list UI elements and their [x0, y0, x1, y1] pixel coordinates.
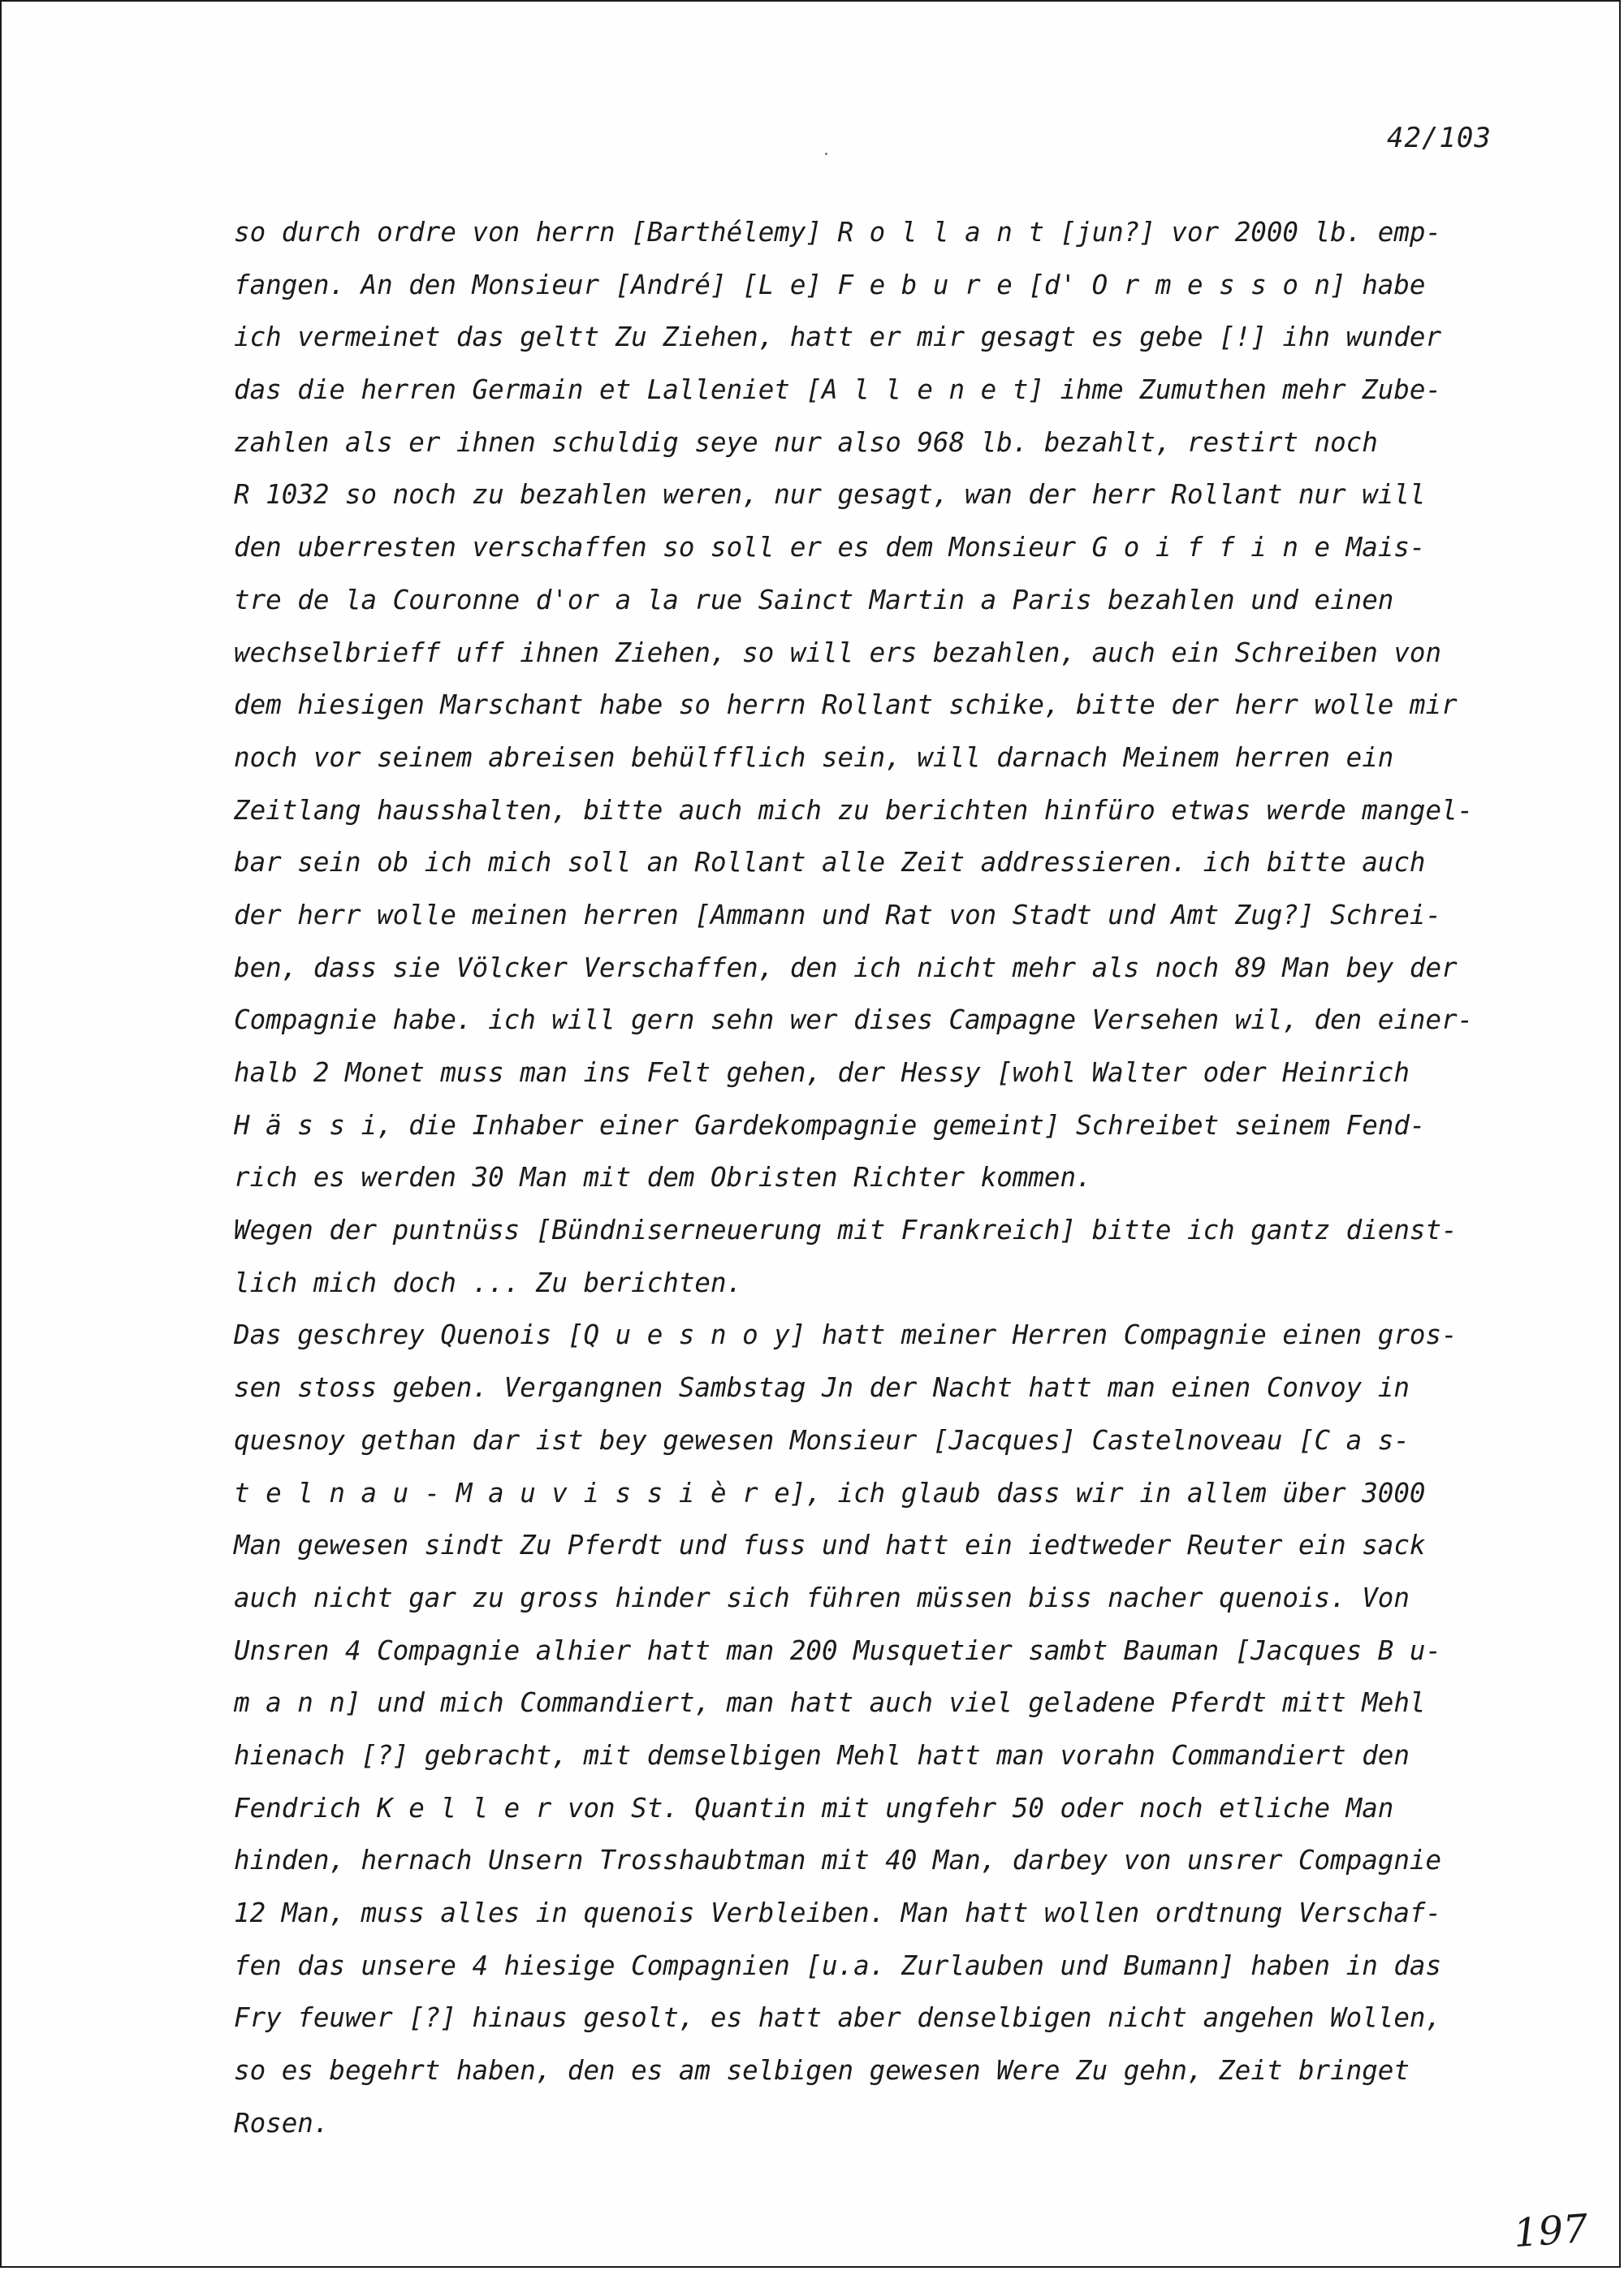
text-line: m a n n] und mich Commandiert, man hatt auch viel geladene Pferdt mitt Mehl: [234, 1687, 1426, 1719]
text-line: Compagnie habe. ich will gern sehn wer dises Campagne Versehen wil, den einer-: [234, 1004, 1474, 1036]
text-line: R 1032 so noch zu bezahlen weren, nur gesagt, wan der herr Rollant nur will: [234, 479, 1426, 511]
text-line: lich mich doch ... Zu berichten.: [234, 1267, 743, 1298]
text-line: so es begehrt haben, den es am selbigen gewesen Were Zu gehn, Zeit bringet: [234, 2055, 1410, 2087]
text-line: fen das unsere 4 hiesige Compagnien [u.a. Zurlauben und Bumann] haben in das: [234, 1949, 1442, 1981]
text-line: Unsren 4 Compagnie alhier hatt man 200 Musquetier sambt Bauman [Jacques B u-: [234, 1634, 1442, 1666]
text-line: Das geschrey Quenois [Q u e s n o y] hatt meiner Herren Compagnie einen gros-: [234, 1319, 1458, 1351]
text-line: zahlen als er ihnen schuldig seye nur also 968 lb. bezahlt, restirt noch: [234, 426, 1378, 458]
text-line: den uberresten verschaffen so soll er es dem Monsieur G o i f f i n e Mais-: [234, 532, 1426, 563]
text-line: hinden, hernach Unsern Trosshaubtman mit 40 Man, darbey von unsrer Compagnie: [234, 1845, 1442, 1876]
text-line: Fry feuwer [?] hinaus gesolt, es hatt aber denselbigen nicht angehen Wollen,: [234, 2002, 1442, 2034]
text-line: 12 Man, muss alles in quenois Verbleiben. Man hatt wollen ordtnung Verschaf-: [234, 1898, 1442, 1928]
paper-speck: [825, 153, 827, 155]
text-line: Rosen.: [234, 2107, 330, 2139]
text-line: fangen. An den Monsieur [André] [L e] F e b u r e [d' O r m e s s o n] habe: [234, 269, 1426, 300]
text-line: der herr wolle meinen herren [Ammann und Rat von Stadt und Amt Zug?] Schrei-: [234, 899, 1442, 930]
text-line: Fendrich K e l l e r von St. Quantin mit ungfehr 50 oder noch etliche Man: [234, 1792, 1394, 1824]
page-number: 42/103: [1387, 122, 1492, 154]
text-line: rich es werden 30 Man mit dem Obristen Richter kommen.: [234, 1162, 1092, 1194]
text-line: tre de la Couronne d'or a la rue Sainct Martin a Paris bezahlen und einen: [234, 584, 1394, 615]
text-line: das die herren Germain et Lalleniet [A l l e n e t] ihme Zumuthen mehr Zube-: [234, 374, 1442, 406]
text-line: Man gewesen sindt Zu Pferdt und fuss und hatt ein iedtweder Reuter ein sack: [234, 1530, 1426, 1561]
text-line: ich vermeinet das geltt Zu Ziehen, hatt er mir gesagt es gebe [!] ihn wunder: [234, 322, 1442, 353]
text-line: sen stoss geben. Vergangnen Sambstag Jn der Nacht hatt man einen Convoy in: [234, 1372, 1410, 1404]
text-line: H ä s s i, die Inhaber einer Gardekompagnie gemeint] Schreibet seinem Fend-: [234, 1109, 1426, 1141]
text-line: Wegen der puntnüss [Bündniserneuerung mit Frankreich] bitte ich gantz dienst-: [234, 1215, 1458, 1246]
text-line: bar sein ob ich mich soll an Rollant alle Zeit addressieren. ich bitte auch: [234, 847, 1426, 879]
text-line: ben, dass sie Völcker Verschaffen, den ich nicht mehr als noch 89 Man bey der: [234, 952, 1458, 983]
text-line: auch nicht gar zu gross hinder sich führen müssen biss nacher quenois. Von: [234, 1582, 1410, 1613]
text-line: dem hiesigen Marschant habe so herrn Rollant schike, bitte der herr wolle mir: [234, 689, 1458, 721]
text-line: halb 2 Monet muss man ins Felt gehen, der Hessy [wohl Walter oder Heinrich: [234, 1057, 1410, 1088]
text-line: quesnoy gethan dar ist bey gewesen Monsieur [Jacques] Castelnoveau [C a s-: [234, 1424, 1410, 1456]
transcription-body: [234, 206, 1501, 2149]
text-line: so durch ordre von herrn [Barthélemy] R o l l a n t [jun?] vor 2000 lb. emp-: [234, 217, 1442, 248]
archive-stamp: 197: [1512, 2205, 1590, 2257]
text-line: hienach [?] gebracht, mit demselbigen Mehl hatt man vorahn Commandiert den: [234, 1739, 1410, 1771]
text-line: Zeitlang hausshalten, bitte auch mich zu berichten hinfüro etwas werde mangel-: [234, 794, 1474, 826]
text-line: t e l n a u - M a u v i s s i è r e], ich glaub dass wir in allem über 3000: [234, 1477, 1426, 1509]
text-line: wechselbrieff uff ihnen Ziehen, so will ers bezahlen, auch ein Schreiben von: [234, 637, 1442, 668]
text-line: noch vor seinem abreisen behülfflich sein, will darnach Meinem herren ein: [234, 741, 1394, 773]
